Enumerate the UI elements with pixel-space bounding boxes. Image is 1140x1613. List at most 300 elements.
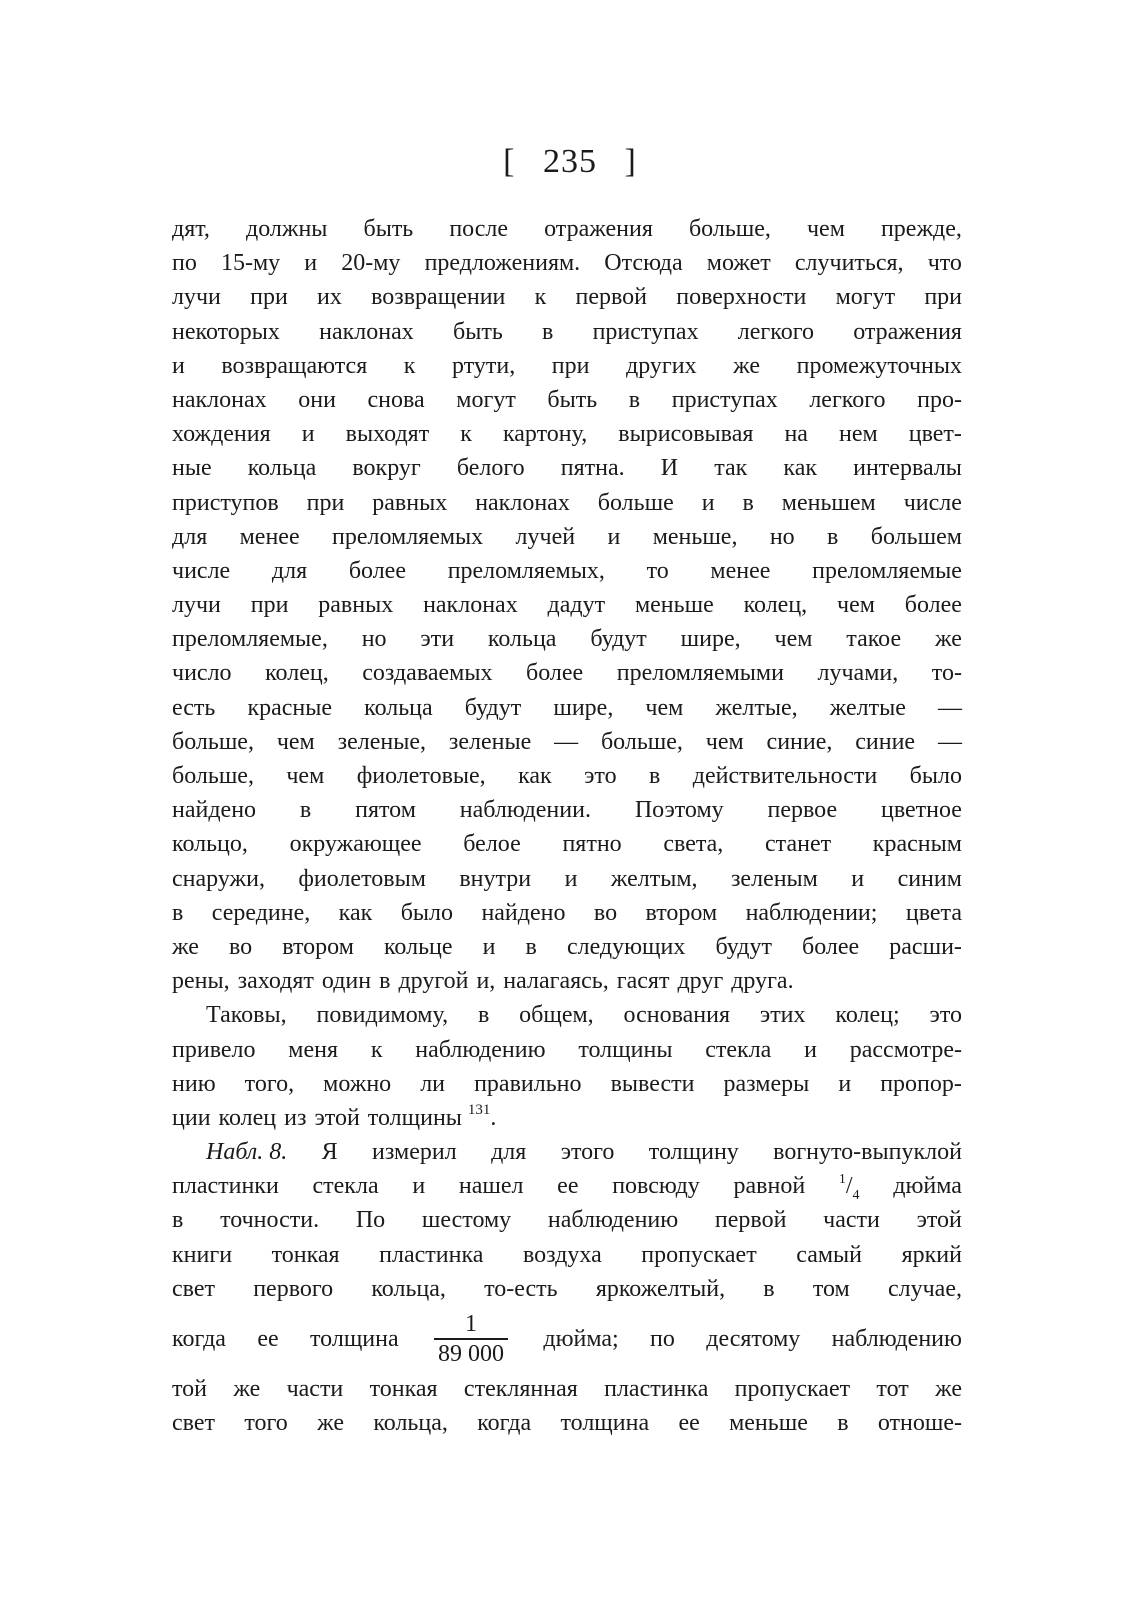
- word: ее: [257, 1326, 279, 1352]
- word: втором: [282, 933, 354, 960]
- word: больше,: [172, 728, 254, 755]
- text-line: [172, 793, 962, 827]
- body-text: [172, 212, 962, 1440]
- word: и: [804, 1036, 817, 1063]
- word: наблюдению: [831, 1326, 962, 1352]
- word: стеклянная: [463, 1376, 578, 1402]
- word: в: [525, 933, 537, 960]
- word: при: [306, 489, 345, 516]
- word: снова: [367, 386, 425, 413]
- text-line: [172, 1169, 962, 1203]
- word: их: [317, 284, 342, 311]
- text-line: [172, 622, 962, 656]
- quarter-fraction: $^1/_4$: [838, 1172, 860, 1204]
- word: большем: [870, 523, 962, 550]
- word: колец;: [835, 1002, 900, 1029]
- word: что: [927, 250, 962, 277]
- word: более: [904, 592, 962, 619]
- word: преломляемыми: [616, 660, 784, 687]
- text-line: [172, 451, 962, 485]
- text-line: [172, 486, 962, 520]
- word: привело: [172, 1036, 256, 1063]
- word: равных: [372, 489, 448, 516]
- word: к: [534, 284, 547, 311]
- word: приступах: [592, 318, 699, 345]
- word: того: [244, 1410, 288, 1437]
- word: правильно: [474, 1070, 582, 1097]
- word: наблюдении.: [459, 797, 591, 824]
- word: для: [271, 557, 308, 584]
- word: же: [935, 1376, 962, 1402]
- word: меньше: [634, 592, 714, 619]
- word: могут: [835, 284, 896, 311]
- word: может: [706, 250, 771, 277]
- word: первой: [575, 284, 647, 311]
- word: есть: [172, 694, 216, 721]
- word: кольца,: [371, 1275, 446, 1302]
- text-line: [172, 212, 962, 246]
- text-line: [172, 1033, 962, 1067]
- word: предложениям.: [424, 250, 581, 277]
- word: нию: [172, 1070, 216, 1097]
- word: в: [827, 523, 839, 550]
- word: интервалы: [853, 455, 962, 482]
- word: —: [937, 728, 962, 755]
- word: и: [838, 1070, 852, 1097]
- text-line: [172, 656, 962, 690]
- word: синие,: [766, 728, 833, 755]
- word: пропор-: [880, 1070, 962, 1097]
- word: было: [909, 763, 962, 789]
- quarter-denominator: 4: [852, 1188, 860, 1204]
- word: и: [412, 1173, 426, 1200]
- word: яркожелтый,: [595, 1275, 726, 1302]
- word: стекла: [705, 1036, 772, 1063]
- word: пятно: [562, 831, 622, 858]
- word: и: [482, 933, 496, 960]
- word: и: [564, 865, 578, 892]
- word: пластинка: [379, 1241, 484, 1268]
- word: внутри: [459, 865, 532, 892]
- text-line: [172, 998, 962, 1032]
- word: синим: [897, 865, 962, 892]
- word: быть: [453, 318, 503, 345]
- word: это: [584, 763, 617, 789]
- word: в: [742, 489, 754, 516]
- word: первого: [253, 1275, 334, 1302]
- word: как: [518, 763, 552, 789]
- word: преломляемых: [331, 523, 484, 550]
- word: дюйма: [893, 1173, 962, 1200]
- word: при: [551, 352, 590, 379]
- word: и: [304, 250, 318, 277]
- word: дят,: [172, 216, 210, 242]
- word: 20-му: [341, 250, 401, 277]
- text-line: [172, 862, 962, 896]
- text-line: [172, 691, 962, 725]
- word: действительности: [692, 763, 878, 789]
- word: И: [660, 455, 679, 482]
- text-line: [172, 280, 962, 314]
- word: это: [929, 1002, 962, 1029]
- word: случиться,: [794, 250, 904, 277]
- word: окружающее: [289, 831, 422, 858]
- text-line: [172, 1372, 962, 1406]
- word: наклонах: [172, 386, 267, 413]
- word: зеленым: [730, 865, 818, 892]
- word: ные: [172, 455, 212, 482]
- word: стекла: [312, 1173, 379, 1200]
- word: приступов: [172, 489, 279, 516]
- word: должны: [246, 216, 328, 242]
- word: по: [650, 1326, 675, 1352]
- word: пластинки: [172, 1173, 279, 1200]
- word: повсюду: [612, 1173, 700, 1200]
- word: яркий: [901, 1241, 962, 1268]
- word: некоторых: [172, 318, 280, 345]
- word: нашел: [458, 1173, 524, 1200]
- word: наблюдении;: [745, 899, 878, 926]
- word: других: [625, 352, 697, 379]
- word: этой: [314, 1104, 360, 1131]
- word: отноше-: [877, 1410, 962, 1437]
- word: желтые,: [715, 694, 798, 721]
- word: во: [593, 899, 618, 926]
- word: то-есть: [484, 1275, 558, 1302]
- word: хождения: [172, 421, 271, 448]
- word: вогнуто-выпуклой: [773, 1139, 962, 1166]
- word: выходят: [345, 421, 430, 448]
- word: колец,: [743, 592, 808, 619]
- word: больше: [597, 489, 674, 516]
- word: по: [172, 250, 197, 277]
- word: в: [837, 1410, 849, 1437]
- word: ее: [557, 1173, 579, 1200]
- word: толщины $^{131}$.: [367, 1101, 497, 1131]
- text-line: [172, 1135, 962, 1169]
- word: расши-: [889, 933, 962, 960]
- word: толщины: [578, 1036, 673, 1063]
- word: найдено: [172, 797, 257, 824]
- word: свет: [172, 1410, 215, 1437]
- word: прежде,: [880, 216, 962, 242]
- word: и: [851, 865, 865, 892]
- word: красные: [247, 694, 333, 721]
- word: чем: [806, 216, 845, 242]
- word: кольца: [487, 626, 557, 653]
- word: же: [733, 352, 761, 379]
- text-line: [172, 964, 962, 998]
- text-line: [172, 1101, 962, 1135]
- word: повидимому,: [316, 1002, 449, 1029]
- word: белое: [463, 831, 521, 858]
- word: налагаясь,: [503, 968, 609, 995]
- word: свет: [172, 1275, 215, 1302]
- word: друга.: [731, 968, 794, 995]
- word: преломляемые: [812, 557, 962, 584]
- word: наблюдению: [415, 1036, 546, 1063]
- word: 15-му: [220, 250, 281, 277]
- word: чем: [705, 728, 744, 755]
- word: тонкая: [271, 1241, 340, 1268]
- word: случае,: [887, 1275, 962, 1302]
- text-line: [172, 349, 962, 383]
- word: цвет-: [908, 421, 962, 448]
- word: к: [460, 421, 472, 448]
- word: ли: [420, 1070, 446, 1097]
- word: колец,: [265, 660, 329, 687]
- word: нем: [838, 421, 878, 448]
- word: основания: [623, 1002, 731, 1029]
- word: дюйма;: [543, 1326, 619, 1352]
- text-line: [172, 554, 962, 588]
- word: чем: [276, 728, 315, 755]
- word: более: [348, 557, 406, 584]
- word: на: [784, 421, 808, 448]
- word: цвета: [905, 899, 962, 926]
- word: отражения: [544, 216, 653, 242]
- word: колец: [218, 1104, 277, 1131]
- word: промежуточных: [796, 352, 962, 379]
- word: десятому: [706, 1326, 801, 1352]
- word: чем: [286, 763, 325, 789]
- text-line: [172, 315, 962, 349]
- word: число: [172, 660, 232, 687]
- word: будут: [464, 694, 522, 721]
- word: толщину: [648, 1139, 739, 1166]
- fraction-denominator: 89 000: [434, 1338, 508, 1368]
- word: втором: [645, 899, 718, 926]
- word: части: [286, 1376, 344, 1402]
- word: лучей: [515, 523, 576, 550]
- word: зеленые,: [337, 728, 426, 755]
- word: в: [628, 386, 641, 413]
- word: приступах: [671, 386, 778, 413]
- word: лучи: [172, 284, 221, 311]
- word: в: [379, 968, 391, 995]
- word: белого: [456, 455, 525, 482]
- word: в: [649, 763, 661, 789]
- word: в: [299, 797, 312, 824]
- word: для: [172, 523, 208, 550]
- word: чем: [837, 592, 875, 619]
- word: они: [298, 386, 336, 413]
- word: книги: [172, 1241, 233, 1268]
- word: толщина: [560, 1410, 650, 1437]
- word: кольцо,: [172, 831, 248, 858]
- word: тот: [876, 1376, 909, 1402]
- word: отражения: [853, 318, 962, 345]
- word: вырисовывая: [618, 421, 754, 448]
- text-line: [172, 1238, 962, 1272]
- word: гасят: [616, 968, 670, 995]
- word: шире,: [553, 694, 614, 721]
- bracket-close: ]: [624, 143, 637, 180]
- word: цветное: [880, 797, 962, 824]
- word: снаружи,: [172, 865, 265, 892]
- word: можно: [323, 1070, 392, 1097]
- word: пятом: [355, 797, 416, 824]
- word: но: [361, 626, 387, 653]
- word: шире,: [680, 626, 741, 653]
- word: поверхности: [676, 284, 807, 311]
- word: Поэтому: [634, 797, 724, 824]
- word: найдено: [481, 899, 566, 926]
- word: вывести: [610, 1070, 695, 1097]
- word: общем,: [519, 1002, 594, 1029]
- word: части: [823, 1207, 880, 1234]
- word: пропускает: [734, 1376, 851, 1402]
- word: преломляемых,: [447, 557, 605, 584]
- word: меня: [288, 1036, 339, 1063]
- word: кольце: [383, 933, 453, 960]
- word: будут: [590, 626, 647, 653]
- word: заходят: [237, 968, 314, 995]
- observation-label: Набл. 8.: [206, 1139, 288, 1166]
- word: но: [769, 523, 795, 550]
- word: станет: [765, 831, 832, 858]
- fraction: [434, 1310, 508, 1368]
- word: про-: [917, 386, 962, 413]
- word: в: [172, 899, 184, 926]
- word: толщина: [309, 1326, 399, 1352]
- word: при: [250, 284, 288, 311]
- word: фиолетовым: [298, 865, 426, 892]
- word: и: [172, 352, 185, 379]
- word: и: [301, 421, 315, 448]
- word: этого: [560, 1139, 615, 1166]
- word: того,: [244, 1070, 295, 1097]
- word: другой: [398, 968, 469, 995]
- word: этих: [759, 1002, 806, 1029]
- word: Отсюда: [604, 250, 683, 277]
- word: при: [924, 284, 962, 311]
- word: такое: [846, 626, 902, 653]
- word: точности.: [220, 1207, 320, 1234]
- word: более: [802, 933, 860, 960]
- word: том: [812, 1275, 850, 1302]
- text-line: [172, 759, 962, 793]
- word: более: [526, 660, 584, 687]
- word: этой: [916, 1207, 962, 1234]
- word: самый: [796, 1241, 863, 1268]
- word: же: [172, 933, 199, 960]
- word: к: [370, 1036, 383, 1063]
- word: тонкая: [369, 1376, 438, 1402]
- word: создаваемых: [362, 660, 493, 687]
- word: той: [172, 1376, 208, 1402]
- word: же: [317, 1410, 344, 1437]
- word: числе: [172, 557, 231, 584]
- word: первой: [714, 1207, 787, 1234]
- word: в: [542, 318, 554, 345]
- word: эти: [420, 626, 455, 653]
- text-line: [172, 588, 962, 622]
- fraction-numerator: 1: [465, 1311, 477, 1337]
- word: могут: [456, 386, 516, 413]
- word: легкого: [737, 318, 814, 345]
- word: больше,: [600, 728, 683, 755]
- word: при: [250, 592, 289, 619]
- text-line: [172, 1272, 962, 1306]
- word: размеры: [723, 1070, 810, 1097]
- word: желтым,: [610, 865, 698, 892]
- word: меньше: [729, 1410, 808, 1437]
- word: кольца,: [373, 1410, 448, 1437]
- word: красным: [872, 831, 962, 858]
- bracket-open: [: [503, 143, 516, 180]
- footnote-ref: 131: [467, 1101, 491, 1118]
- word: —: [937, 694, 962, 721]
- word: пятна.: [560, 455, 625, 482]
- word: По: [355, 1207, 386, 1234]
- word: больше,: [688, 216, 771, 242]
- word: —: [554, 728, 579, 755]
- word: равной: [733, 1173, 806, 1200]
- word: в: [763, 1275, 775, 1302]
- word: Я: [321, 1139, 338, 1166]
- word: менее: [710, 557, 771, 584]
- word: меньше,: [652, 523, 738, 550]
- word: и,: [476, 968, 496, 995]
- word: лучи: [172, 592, 221, 619]
- word: то: [646, 557, 669, 584]
- word: Таковы,: [206, 1002, 287, 1029]
- word: ртути,: [452, 352, 516, 379]
- word: после: [449, 216, 509, 242]
- text-line: [172, 1306, 962, 1372]
- text-line: [172, 930, 962, 964]
- word: ее: [678, 1410, 700, 1437]
- word: же: [934, 626, 962, 653]
- word: ции: [172, 1104, 211, 1131]
- word: числе: [903, 489, 962, 516]
- word: воздуха: [522, 1241, 602, 1268]
- word: картону,: [502, 421, 588, 448]
- word: шестому: [421, 1207, 512, 1234]
- text-line: [172, 246, 962, 280]
- page-number-value: 235: [543, 143, 597, 180]
- word: наклонах: [319, 318, 414, 345]
- word: чем: [645, 694, 684, 721]
- word: меньшем: [781, 489, 876, 516]
- word: зеленые: [448, 728, 532, 755]
- word: один: [321, 968, 372, 995]
- word: наклонах: [423, 592, 518, 619]
- word: к: [403, 352, 416, 379]
- text-line: [172, 827, 962, 861]
- word: и: [701, 489, 715, 516]
- word: больше,: [172, 763, 254, 789]
- word: когда: [172, 1326, 226, 1352]
- text-line: [172, 383, 962, 417]
- word: преломляемые,: [172, 626, 328, 653]
- text-line: [172, 1203, 962, 1237]
- word: было: [400, 899, 454, 926]
- word: фиолетовые,: [356, 763, 486, 789]
- word: возвращении: [371, 284, 506, 311]
- word: наблюдению: [547, 1207, 679, 1234]
- word: из: [284, 1104, 307, 1131]
- word: середине,: [211, 899, 311, 926]
- word: пластинка: [604, 1376, 709, 1402]
- word: наклонах: [475, 489, 570, 516]
- word: синие: [855, 728, 916, 755]
- word: менее: [239, 523, 300, 550]
- word: пропускает: [641, 1241, 757, 1268]
- word: когда: [477, 1410, 532, 1437]
- word: быть: [547, 386, 598, 413]
